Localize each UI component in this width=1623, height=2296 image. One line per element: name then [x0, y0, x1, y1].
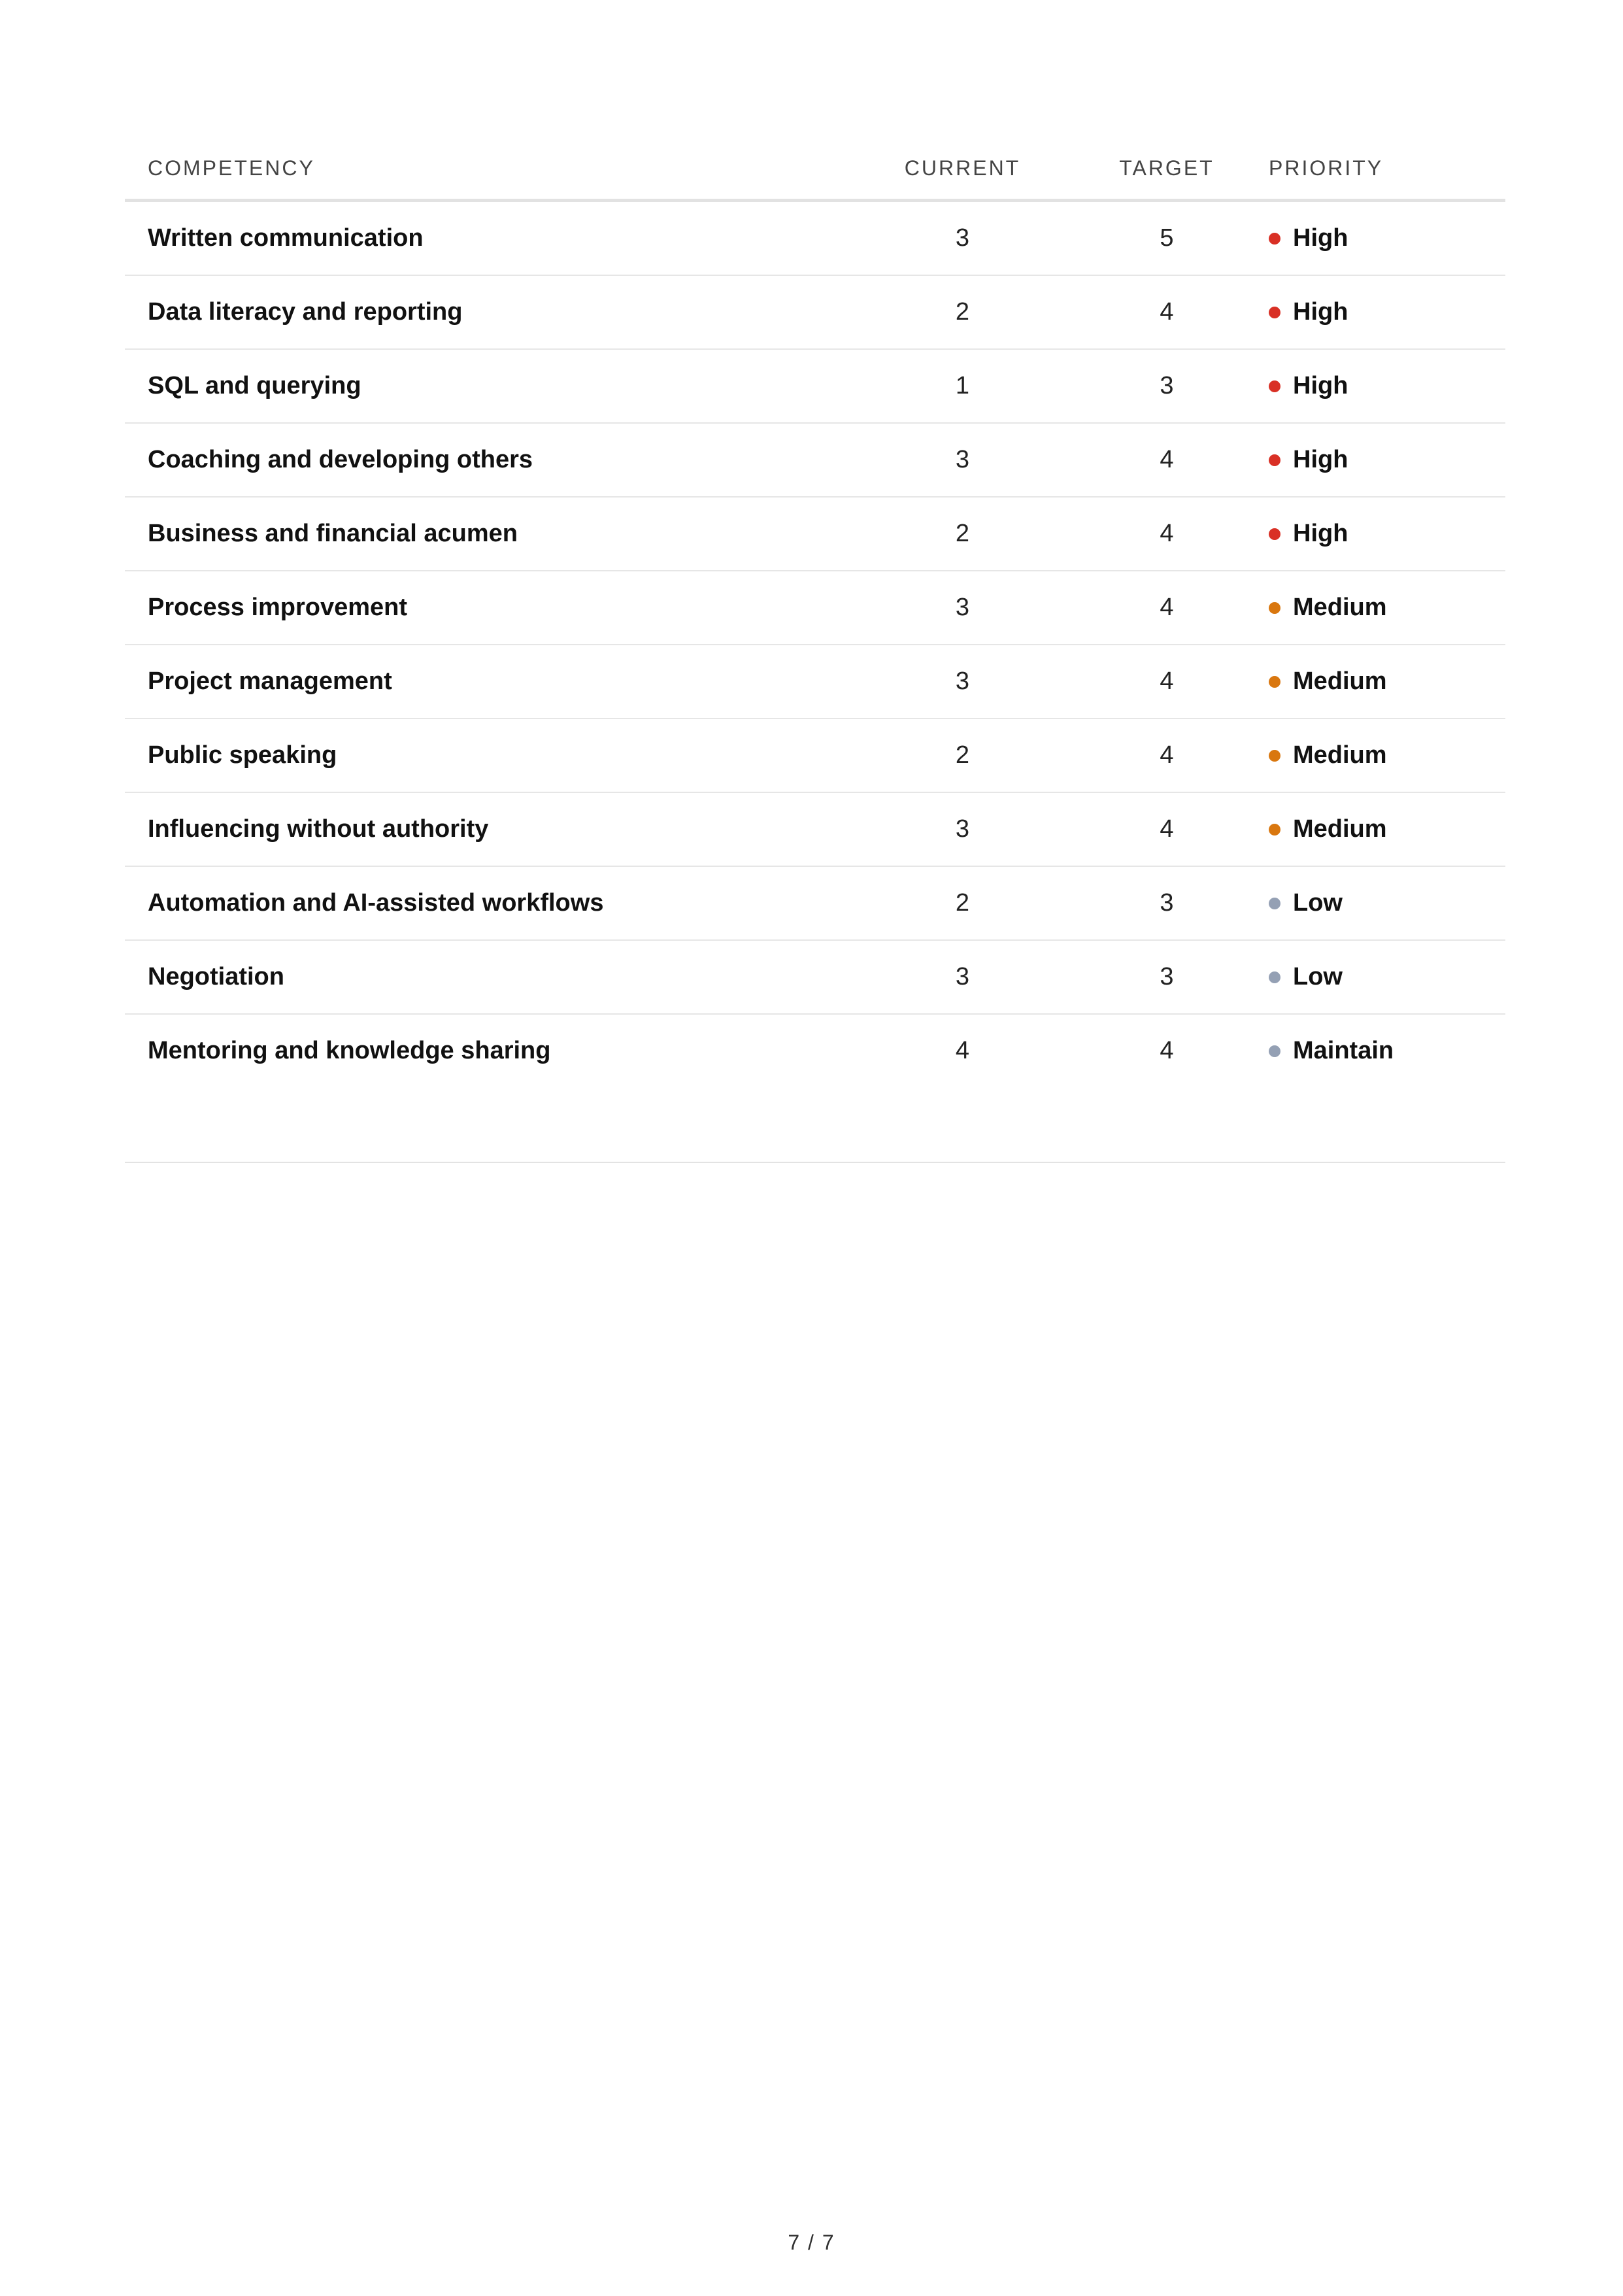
priority-dot-icon [1269, 380, 1280, 392]
competency-cell: Negotiation [125, 940, 860, 1014]
priority-dot-icon [1269, 233, 1280, 245]
priority-cell [1269, 201, 1505, 276]
target-level-cell: 4 [1065, 571, 1269, 645]
target-level-cell: 4 [1065, 645, 1269, 718]
table-row [125, 718, 1505, 792]
priority-cell [1269, 792, 1505, 866]
priority-label: High [1293, 224, 1348, 252]
target-level-cell: 5 [1065, 201, 1269, 276]
current-level-cell: 2 [860, 497, 1065, 571]
priority-dot-icon [1269, 1045, 1280, 1057]
table-row [125, 275, 1505, 349]
target-level-cell: 4 [1065, 275, 1269, 349]
target-level-cell: 3 [1065, 866, 1269, 940]
table-row [125, 866, 1505, 940]
priority-label: Maintain [1293, 1037, 1394, 1064]
priority-cell [1269, 1014, 1505, 1087]
current-level-cell: 3 [860, 423, 1065, 497]
priority-indicator [1269, 520, 1505, 548]
competency-cell: Public speaking [125, 718, 860, 792]
priority-label: Medium [1293, 594, 1387, 621]
header-row [125, 137, 1505, 201]
priority-cell [1269, 645, 1505, 718]
priority-indicator [1269, 594, 1505, 622]
priority-indicator [1269, 963, 1505, 991]
priority-cell [1269, 866, 1505, 940]
current-level-cell: 2 [860, 275, 1065, 349]
table-row [125, 201, 1505, 276]
competency-cell: Process improvement [125, 571, 860, 645]
competency-cell: Automation and AI-assisted workflows [125, 866, 860, 940]
competency-cell: Coaching and developing others [125, 423, 860, 497]
target-level-cell: 3 [1065, 940, 1269, 1014]
target-level-cell: 4 [1160, 1037, 1174, 1064]
competency-cell: Mentoring and knowledge sharing [148, 1037, 551, 1064]
priority-cell [1269, 497, 1505, 571]
header-target: TARGET [1065, 137, 1269, 201]
priority-dot-icon [1269, 750, 1280, 762]
priority-cell [1269, 349, 1505, 423]
table-row [125, 349, 1505, 423]
priority-dot-icon [1269, 454, 1280, 466]
priority-cell [1269, 423, 1505, 497]
current-level-cell: 3 [860, 940, 1065, 1014]
priority-dot-icon [1269, 898, 1280, 909]
competency-cell: Business and financial acumen [125, 497, 860, 571]
current-level-cell: 3 [860, 645, 1065, 718]
priority-cell [1269, 718, 1505, 792]
competency-cell: Written communication [125, 201, 860, 276]
target-level-cell: 4 [1065, 792, 1269, 866]
current-level-cell: 1 [860, 349, 1065, 423]
table-row [125, 423, 1505, 497]
table-row [125, 940, 1505, 1014]
competency-table [125, 137, 1505, 1087]
priority-indicator [1269, 1037, 1505, 1065]
priority-dot-icon [1269, 676, 1280, 688]
current-level-cell: 3 [860, 201, 1065, 276]
table-row [125, 645, 1505, 718]
table-row [125, 792, 1505, 866]
current-level-cell: 2 [860, 718, 1065, 792]
priority-indicator [1269, 446, 1505, 474]
priority-indicator [1269, 372, 1505, 400]
priority-label: High [1293, 372, 1348, 399]
table-row [125, 571, 1505, 645]
current-level-cell: 2 [860, 866, 1065, 940]
table-header [125, 137, 1505, 201]
current-level-cell: 3 [860, 792, 1065, 866]
header-current: CURRENT [860, 137, 1065, 201]
table-body [125, 201, 1505, 1088]
priority-label: High [1293, 446, 1348, 473]
priority-label: Medium [1293, 741, 1387, 769]
priority-dot-icon [1269, 602, 1280, 614]
table-row [125, 1014, 1505, 1087]
table-row [125, 497, 1505, 571]
header-priority: PRIORITY [1269, 137, 1505, 201]
priority-dot-icon [1269, 971, 1280, 983]
priority-cell [1269, 940, 1505, 1014]
priority-label: High [1293, 520, 1348, 547]
competency-cell: Influencing without authority [125, 792, 860, 866]
priority-indicator [1269, 667, 1505, 696]
target-level-cell: 3 [1065, 349, 1269, 423]
priority-indicator [1269, 224, 1505, 252]
page-number: 7 / 7 [788, 2231, 835, 2254]
competency-cell: Data literacy and reporting [125, 275, 860, 349]
target-level-cell: 4 [1065, 497, 1269, 571]
target-level-cell: 4 [1065, 423, 1269, 497]
priority-dot-icon [1269, 824, 1280, 836]
priority-label: High [1293, 298, 1348, 326]
priority-indicator [1269, 889, 1505, 917]
current-level-cell: 4 [955, 1037, 970, 1064]
priority-dot-icon [1269, 528, 1280, 540]
table-bottom-divider [125, 1162, 1505, 1163]
current-level-cell: 3 [860, 571, 1065, 645]
priority-dot-icon [1269, 307, 1280, 318]
competency-cell: SQL and querying [125, 349, 860, 423]
competency-table-container [125, 137, 1505, 1087]
priority-cell [1269, 571, 1505, 645]
priority-label: Medium [1293, 667, 1387, 695]
priority-cell [1269, 275, 1505, 349]
priority-indicator [1269, 741, 1505, 769]
target-level-cell: 4 [1065, 718, 1269, 792]
priority-label: Low [1293, 889, 1343, 917]
priority-indicator [1269, 815, 1505, 843]
header-competency: COMPETENCY [125, 137, 860, 201]
priority-indicator [1269, 298, 1505, 326]
priority-label: Medium [1293, 815, 1387, 843]
competency-cell: Project management [125, 645, 860, 718]
priority-label: Low [1293, 963, 1343, 990]
